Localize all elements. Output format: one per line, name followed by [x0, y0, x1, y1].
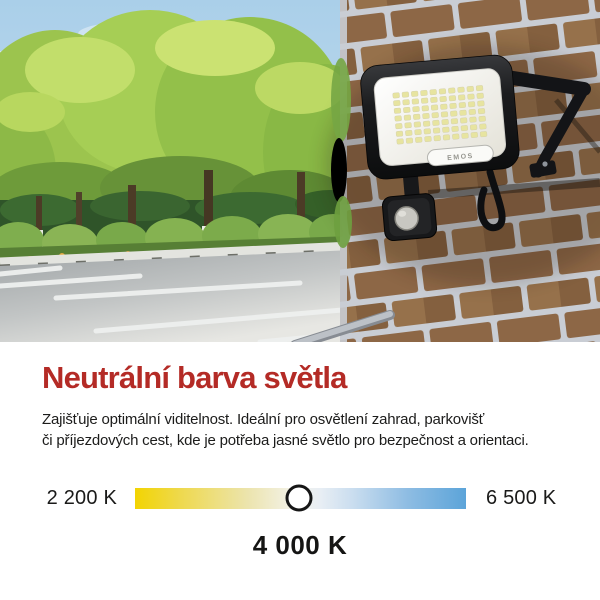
temperature-marker — [285, 485, 312, 512]
color-temperature-scale — [42, 485, 558, 512]
selected-temperature-value: 4 000 K — [252, 529, 348, 560]
scale-max-label: 6 500 K — [486, 486, 557, 509]
brand-label: EMOS — [446, 152, 475, 163]
body-line-2: či příjezdových cest, kde je potřeba jasné světlo pro bezpečnost a orientaci. — [42, 431, 529, 449]
body-text — [42, 409, 558, 451]
scale-min-label: 2 200 K — [46, 486, 117, 509]
headline: Neutrální barva světla — [42, 360, 347, 395]
temperature-gradient-bar — [135, 488, 466, 509]
body-line-1: Zajišťuje optimální viditelnost. Ideální pro osvětlení zahrad, parkovišť — [42, 410, 485, 428]
bracket-screw — [542, 161, 547, 166]
info-panel — [0, 342, 600, 600]
